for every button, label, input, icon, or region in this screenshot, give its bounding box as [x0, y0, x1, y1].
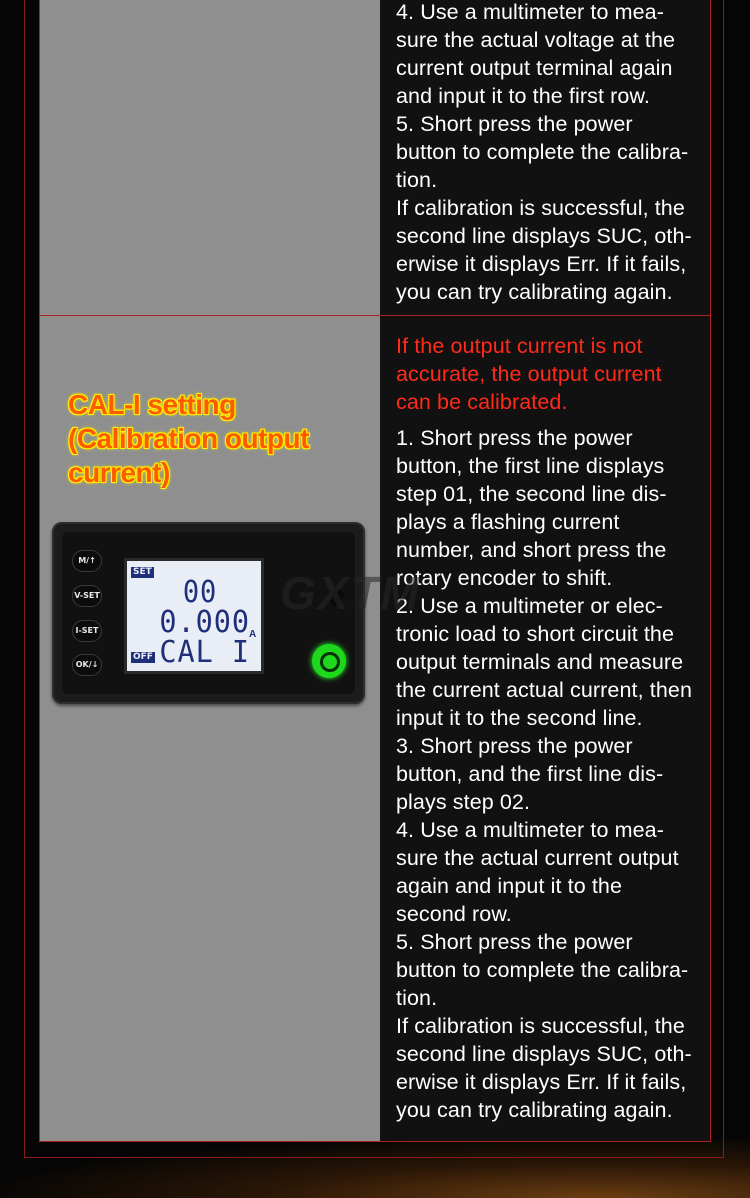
step-text: 3. Short press the power button, and the first line dis- plays step 02. — [396, 734, 664, 814]
set-indicator: SET — [133, 567, 152, 577]
instruction-cell — [380, 0, 710, 315]
step-text: 5. Short press the power button to complete the calibra- tion. — [396, 930, 689, 1010]
power-button-icon[interactable] — [312, 644, 346, 678]
v-set-button[interactable]: V-SET — [72, 585, 102, 607]
lcd-line-2: 0.000 — [159, 605, 250, 640]
lcd-unit: A — [249, 629, 257, 640]
image-cell — [40, 316, 421, 1141]
step-text: 4. Use a multimeter to mea- sure the actual current output again and input it to the second row. — [396, 818, 679, 926]
result-text: If calibration is successful, the second line displays SUC, oth- erwise it displays Err. If it fails, you can try calibrating again. — [396, 196, 692, 304]
instruction-table — [39, 0, 711, 1142]
instruction-cell — [380, 316, 710, 1141]
lcd-line-1: 00 — [182, 575, 218, 610]
step-text: 5. Short press the power button to complete the calibra- tion. — [396, 112, 689, 192]
step-text: 4. Use a multimeter to mea- sure the actual voltage at the current output terminal again and input it to the first row. — [396, 0, 676, 108]
image-cell — [40, 0, 380, 315]
step-text: 1. Short press the power button, the first line displays step 01, the second line dis- plays a flashing current number, and short press the rotary encoder to shift. — [396, 426, 667, 590]
lcd-line-3: CAL I — [159, 635, 250, 670]
calibration-note: If the output current is not accurate, the output current can be calibrated. — [396, 334, 662, 414]
m-up-button[interactable]: M/↑ — [72, 550, 102, 572]
result-text: If calibration is successful, the second line displays SUC, oth- erwise it displays Err. If it fails, you can try calibrating again. — [396, 1014, 692, 1122]
table-row — [39, 315, 711, 1142]
table-row — [39, 0, 711, 316]
section-title: CAL-I setting (Calibration output current) — [68, 389, 309, 488]
watermark-logo: GXTM — [280, 567, 421, 619]
off-indicator: OFF — [133, 652, 153, 662]
ok-down-button[interactable]: OK/↓ — [72, 654, 102, 676]
lcd-screen — [124, 558, 264, 674]
i-set-button[interactable]: I-SET — [72, 620, 102, 642]
step-text: 2. Use a multimeter or elec- tronic load to short circuit the output terminals and measure the current actual current, then input it to the second line. — [396, 594, 693, 730]
